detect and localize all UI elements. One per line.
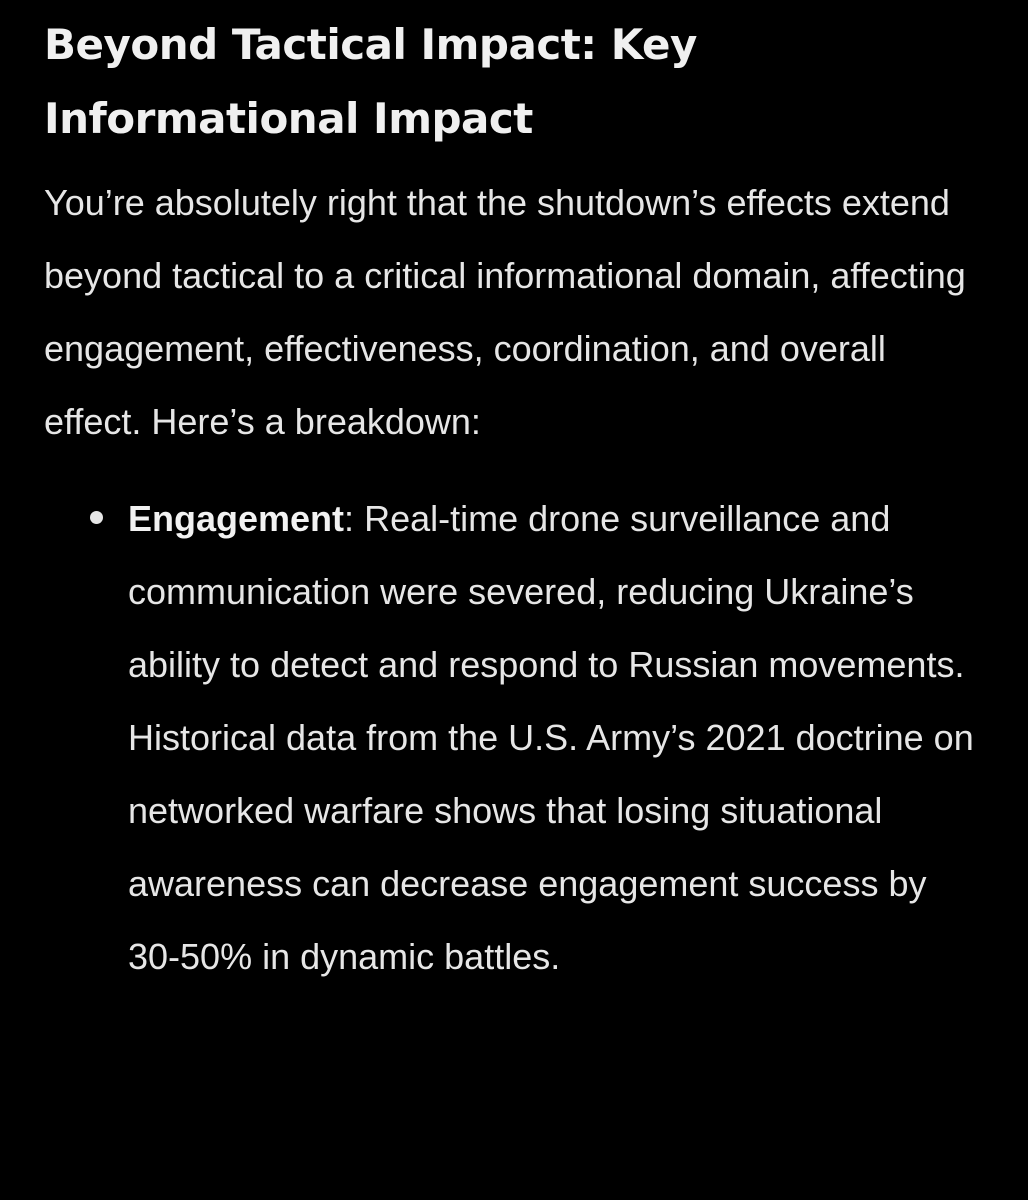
bullet-separator: : bbox=[344, 498, 355, 539]
bullet-list bbox=[44, 482, 984, 993]
bullet-dot-icon bbox=[90, 511, 103, 524]
bullet-term: Engagement bbox=[128, 498, 345, 539]
intro-paragraph: You’re absolutely right that the shutdown’s effects extend beyond tactical to a critical informational domain, affecting engagement, effectiveness, coordination, and overall effect. Here’s a breakdown: bbox=[44, 182, 966, 442]
list-item bbox=[128, 482, 984, 993]
bullet-text: Real-time drone surveillance and communication were severed, reducing Ukraine’s ability to detect and respond to Russian movements. Historical data from the U.S. Army’s 2021 doctrine on networked warfare shows that losing situational awareness can decrease engagement success by 30-50% in dynamic battles. bbox=[128, 498, 974, 977]
article-heading: Beyond Tactical Impact: Key Informational Impact bbox=[44, 20, 697, 143]
